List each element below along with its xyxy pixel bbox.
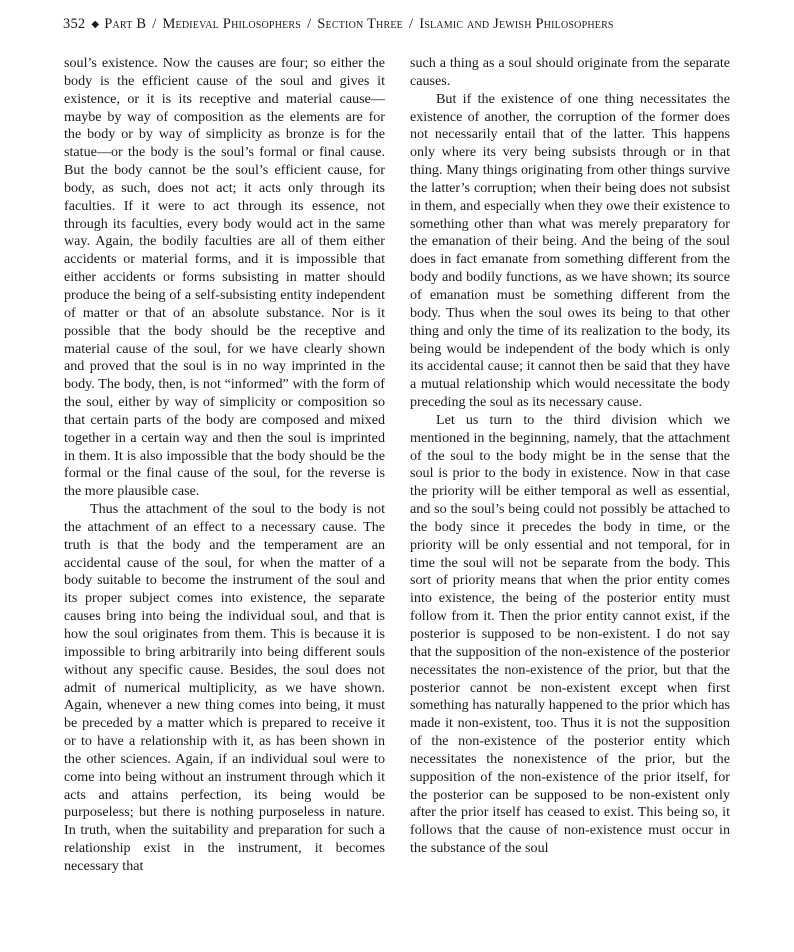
header-section-title: Medieval Philosophers — [162, 16, 302, 32]
paragraph: Let us turn to the third division which we mentioned in the beginning, namely, that the attachment of the soul to the body might be in the sense that the soul is prior to the body in existence. Now in that case the priority will be either temporal as well as essential, and so the soul’s being could not possibly be attached to the body since it precedes the body in time, or the priority will be only essential and not temporal, for in time the soul will not be separate from the body. This sort of priority means that when the prior entity comes into existence, the being of the posterior entity must follow from it. Then the prior entity cannot exist, if the posterior is supposed to be non-existent. I do not say that the supposition of the non-existence of the posterior necessitates the non-existence of the prior, but that the posterior cannot be non-existent except when first something has naturally happened to the prior which has made it non-existent, too. Thus it is not the supposition of the non-existence of the posterior entity which necessitates the nonexistence of the prior, but the supposition of the non-existence of the prior itself, for the posterior can be supposed to be non-existent only after the prior itself has ceased to exist. This being so, it follows that the cause of non-existence must occur in the substance of the soul — [410, 411, 730, 857]
diamond-bullet-icon: ◆ — [91, 19, 100, 30]
running-header — [63, 16, 743, 38]
header-section: Section Three — [317, 16, 403, 32]
right-column — [410, 55, 730, 858]
header-separator: / — [152, 16, 157, 32]
header-separator: / — [307, 16, 312, 32]
left-column — [64, 55, 385, 876]
header-part: Part B — [104, 16, 147, 32]
page-number: 352 — [63, 16, 86, 32]
paragraph: But if the existence of one thing necessitates the existence of another, the corruption of the former does not necessarily entail that of the latter. This happens only where its very being subsists through or in that thing. Many things originating from other things survive the latter’s corruption; when their being does not subsist in them, and especially when they owe their existence to something other than what was merely preparatory for the emanation of their being. And the being of the soul does in fact emanate from something different from the body and bodily functions, as we have shown; its source of emanation must be something different from the body. Thus when the soul owes its being to that other thing and only the time of its realization to the body, its being would be independent of the body which is only its accidental cause; it cannot then be said that they have a mutual relationship which would necessitate the body preceding the soul as its necessary cause. — [410, 90, 730, 411]
paragraph: soul’s existence. Now the causes are four; so either the body is the efficient cause of the soul and gives it existence, or it is its receptive and material cause—maybe by way of composition as the elements are for the body or by way of simplicity as bronze is for the statue—or the body is the soul’s formal or final cause. But the body cannot be the soul’s efficient cause, for body, as such, does not act; it acts only through its faculties. If it were to act through its essence, not through its faculties, every body would act in the same way. Again, the bodily faculties are all of them either accidents or material forms, and it is impossible that either accidents or forms subsisting in matter should produce the being of a self-subsisting entity independent of matter or that of an absolute substance. Nor is it possible that the body should be the receptive and material cause of the soul, for we have clearly shown and proved that the soul is in no way imprinted in the body. The body, then, is not “informed” with the form of the soul, either by way of simplicity or composition so that certain parts of the body are composed and mixed together in a certain way and then the soul is imprinted in them. It is also impossible that the body should be the formal or the final cause of the soul, for the reverse is the more plausible case. — [64, 55, 385, 500]
header-subsection: Islamic and Jewish Philosophers — [419, 16, 614, 32]
paragraph: Thus the attachment of the soul to the body is not the attachment of an effect to a necessary cause. The truth is that the body and the temperament are an accidental cause of the soul, for when the matter of a body suitable to become the instrument of the soul and its proper subject comes into existence, the separate causes bring into being the individual soul, and that is how the soul originates from them. This is because it is impossible to bring arbitrarily into being different souls without any specific cause. Besides, the soul does not admit of numerical multiplicity, as we have shown. Again, whenever a new thing comes into being, it must be preceded by a matter which is prepared to receive it or to have a relationship with it, as has been shown in the other sciences. Again, if an individual soul were to come into being without an instrument through which it acts and attains perfection, its being would be purposeless; but there is nothing purposeless in nature. In truth, when the suitability and preparation for such a relationship exist in the instrument, it becomes necessary that — [64, 501, 385, 874]
header-separator: / — [408, 16, 414, 32]
paragraph: such a thing as a soul should originate from the separate causes. — [410, 55, 730, 89]
